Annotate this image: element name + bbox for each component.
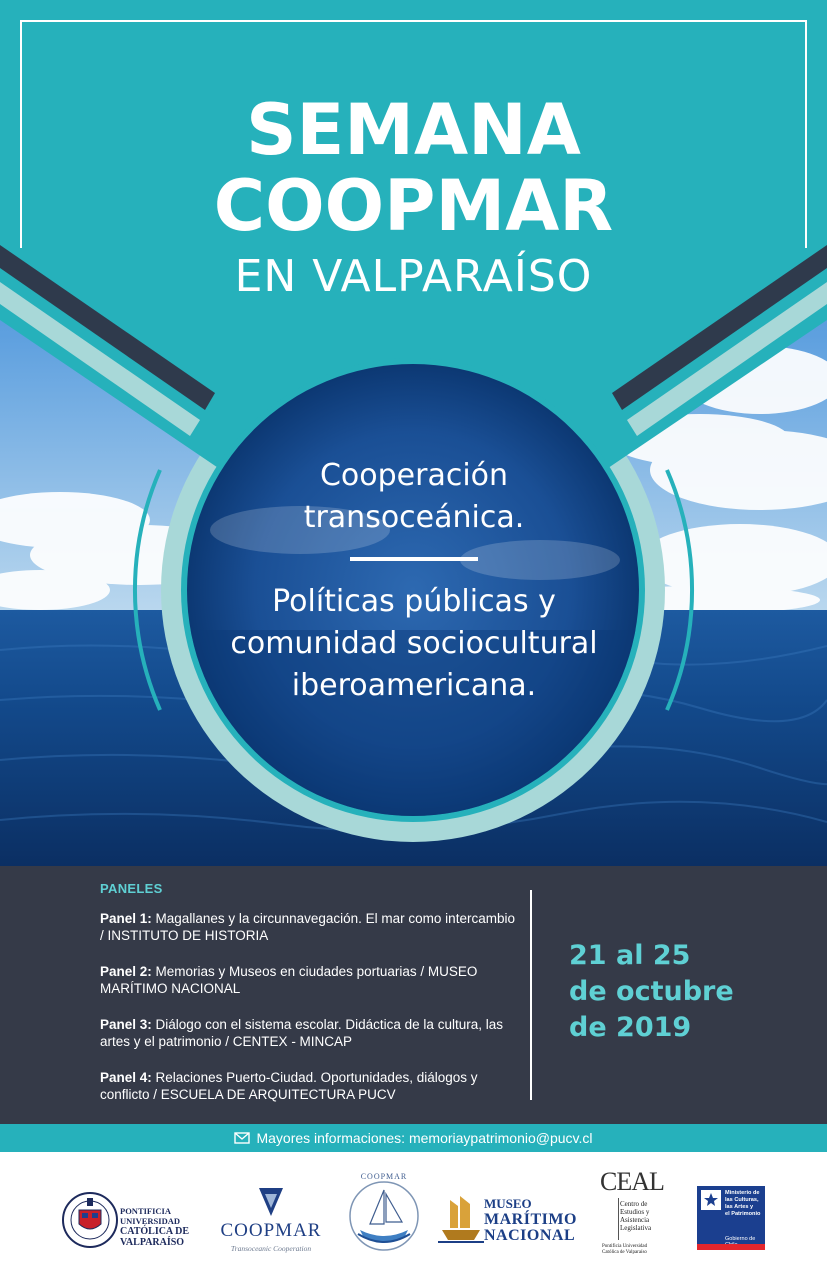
vertical-divider	[530, 890, 532, 1100]
coopmar-mark-icon	[215, 1186, 327, 1220]
tagline-line-2: transoceánica.	[303, 500, 525, 535]
mincap-logo	[697, 1186, 765, 1250]
pucv-line-2: UNIVERSIDAD	[120, 1216, 180, 1226]
panel-item	[100, 1016, 520, 1050]
chile-coat-of-arms-icon	[701, 1190, 721, 1210]
ship-icon	[438, 1194, 484, 1244]
coopmar-badge-text: COOPMAR	[360, 1172, 408, 1181]
pucv-logo	[62, 1186, 202, 1252]
ceal-logo	[600, 1168, 662, 1268]
dates-line-2: de octubre	[569, 976, 734, 1007]
mincap-line-4: el Patrimonio	[725, 1211, 761, 1217]
panel-text: Magallanes y la circunnavegación. El mar como intercambio / INSTITUTO DE HISTORIA	[100, 911, 515, 943]
event-title	[0, 89, 827, 306]
mincap-line-1: Ministerio de	[725, 1190, 760, 1196]
sponsor-logos	[0, 1152, 827, 1280]
envelope-icon	[234, 1132, 250, 1144]
panel-label: Panel 4:	[100, 1070, 152, 1085]
ceal-line-4: Legislativa	[620, 1224, 652, 1232]
tagline-line-4: comunidad sociocultural	[230, 626, 598, 661]
coopmar-name: COOPMAR	[220, 1220, 322, 1241]
coopmar-logo	[215, 1186, 327, 1252]
museo-line-1: MUSEO	[484, 1196, 532, 1211]
coopmar-badge-logo	[346, 1172, 422, 1256]
ceal-acronym: CEAL	[600, 1167, 664, 1196]
panel-text: Relaciones Puerto-Ciudad. Oportunidades, diálogos y conflicto / ESCUELA DE ARQUITECTURA PUCV	[100, 1070, 478, 1102]
ceal-footer: Pontificia Universidad Católica de Valparaíso	[602, 1244, 648, 1255]
panel-text: Memorias y Museos en ciudades portuarias / MUSEO MARÍTIMO NACIONAL	[100, 964, 478, 996]
tagline-line-3: Políticas públicas y	[272, 584, 556, 619]
panel-text: Diálogo con el sistema escolar. Didáctica de la cultura, las artes y el patrimonio / CENTEX - MINCAP	[100, 1017, 503, 1049]
pucv-line-3: CATÓLICA DE	[120, 1226, 189, 1237]
dates-line-3: de 2019	[569, 1012, 692, 1043]
panel-item	[100, 963, 520, 997]
coopmar-subtitle: Transoceanic Cooperation	[230, 1244, 312, 1253]
panels-heading: PANELES	[100, 881, 163, 896]
tagline-divider	[350, 557, 478, 561]
panel-label: Panel 1:	[100, 911, 152, 926]
dates-line-1: 21 al 25	[569, 940, 691, 971]
tagline-line-5: iberoamericana.	[291, 668, 537, 703]
panels-band	[0, 866, 827, 1124]
panel-label: Panel 3:	[100, 1017, 152, 1032]
mincap-line-3: las Artes y	[725, 1204, 754, 1210]
mincap-line-2: las Culturas,	[725, 1197, 759, 1203]
title-line-2: COOPMAR	[213, 165, 614, 247]
title-line-3: EN VALPARAÍSO	[234, 251, 593, 302]
info-strip	[0, 1124, 827, 1152]
pucv-line-1: PONTIFICIA	[120, 1206, 172, 1216]
mincap-gobierno: Gobierno de	[725, 1236, 756, 1242]
panel-label: Panel 2:	[100, 964, 152, 979]
event-dates	[569, 938, 809, 1046]
ceal-line-1: Centro de	[620, 1200, 648, 1208]
coopmar-ship-badge-icon	[346, 1172, 422, 1256]
contact-email-text[interactable]: Mayores informaciones: memoriaypatrimonio@pucv.cl	[256, 1130, 593, 1146]
pucv-seal-icon	[62, 1186, 120, 1252]
museo-line-2: MARÍTIMO	[484, 1211, 577, 1228]
panel-item	[100, 910, 520, 944]
museo-line-3: NACIONAL	[484, 1227, 576, 1244]
pucv-line-4: VALPARAÍSO	[120, 1237, 185, 1248]
museo-maritimo-logo	[438, 1190, 578, 1250]
tagline-line-1: Cooperación	[319, 458, 509, 493]
ceal-line-2: Estudios y	[620, 1208, 650, 1216]
panels-list	[100, 880, 520, 1122]
circle-tagline	[184, 455, 644, 707]
title-line-1: SEMANA	[246, 89, 581, 171]
panel-item	[100, 1069, 520, 1103]
ceal-line-3: Asistencia	[620, 1216, 650, 1224]
